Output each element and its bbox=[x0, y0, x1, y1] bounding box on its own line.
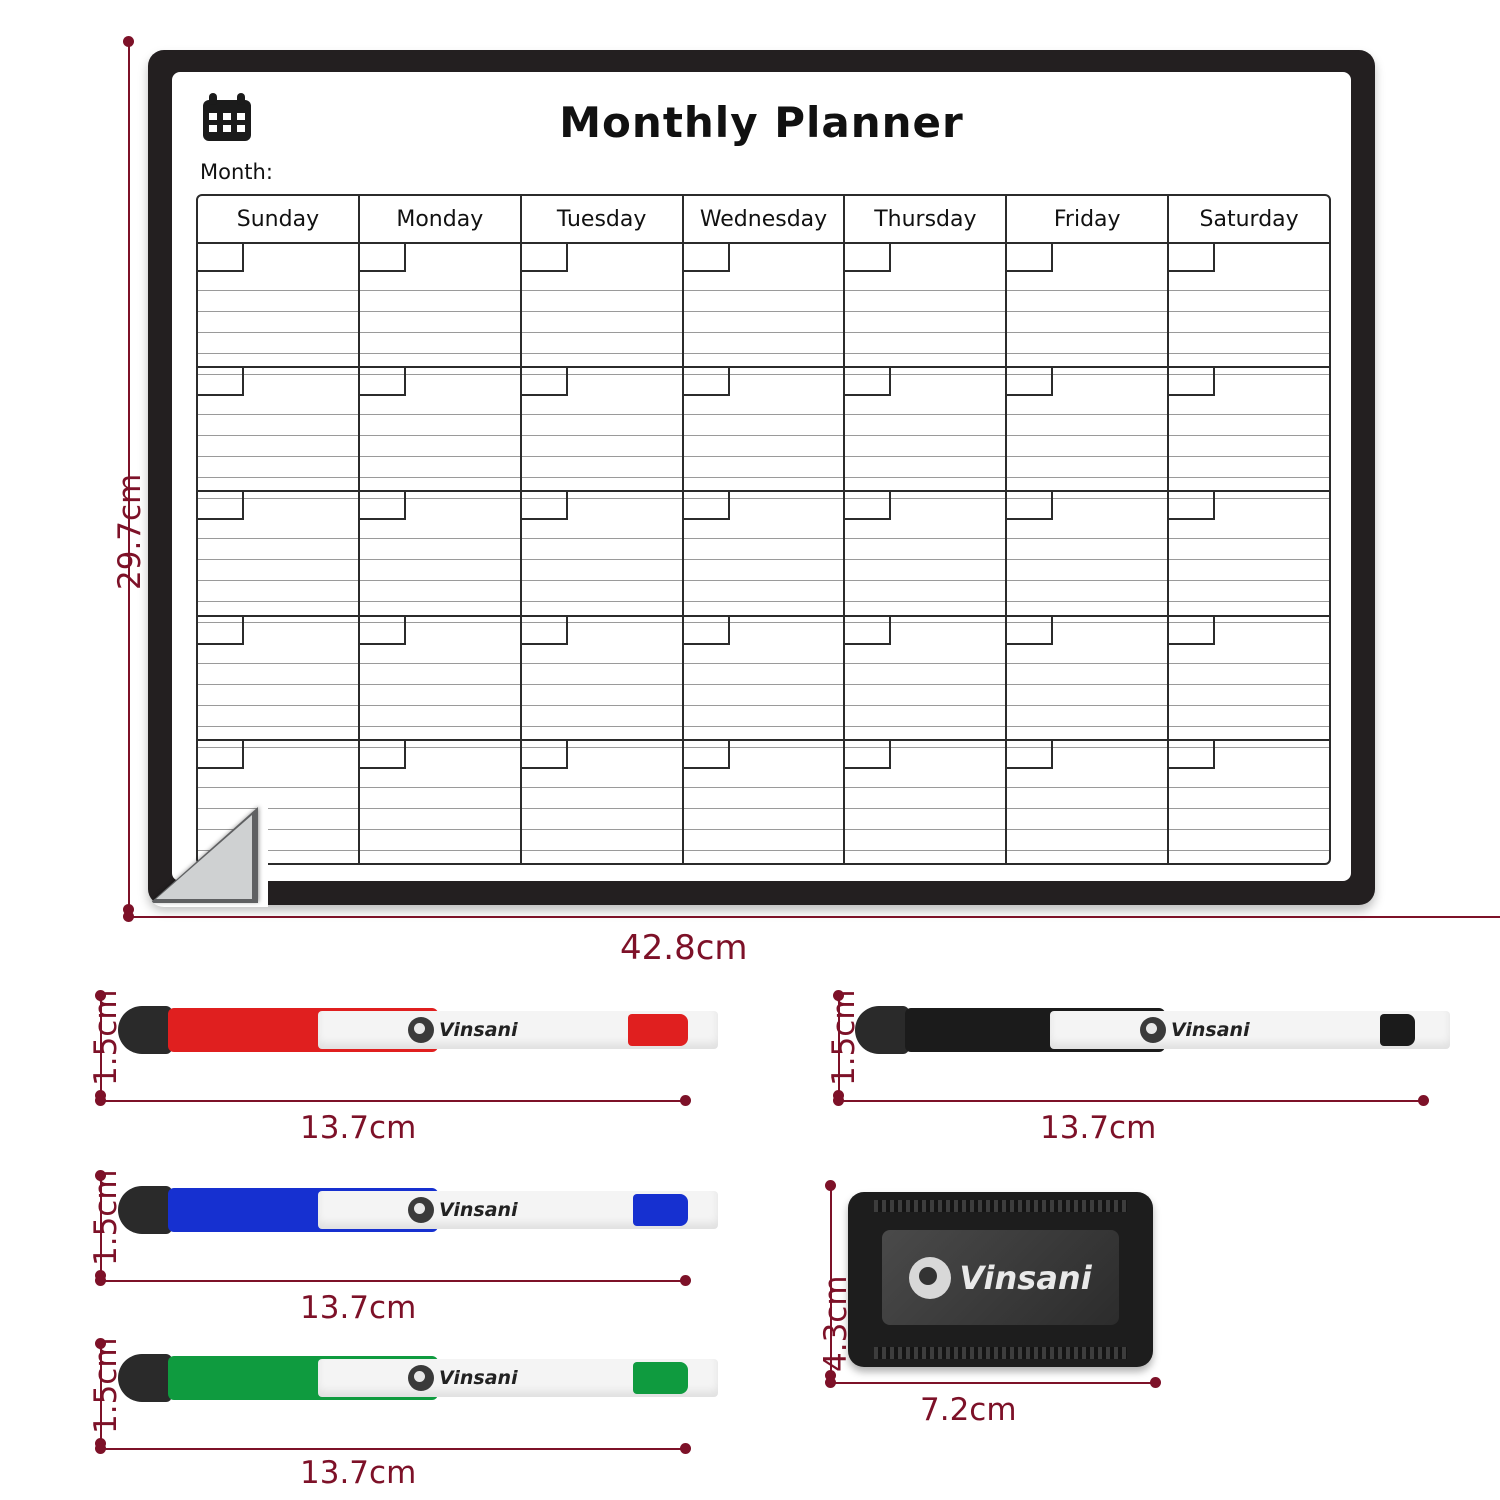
writing-lines bbox=[845, 643, 1005, 739]
calendar-day-cell[interactable] bbox=[198, 368, 360, 490]
calendar-day-cell[interactable] bbox=[684, 741, 846, 863]
writing-lines bbox=[1169, 767, 1329, 863]
marker-cap bbox=[633, 1362, 688, 1394]
calendar-day-cell[interactable] bbox=[684, 617, 846, 739]
writing-lines bbox=[198, 643, 358, 739]
vinsani-logo-icon bbox=[408, 1017, 434, 1043]
calendar-day-cell[interactable] bbox=[1169, 741, 1329, 863]
dimension-endpoint bbox=[95, 1275, 106, 1286]
vinsani-logo-icon bbox=[408, 1365, 434, 1391]
calendar-day-cell[interactable] bbox=[1169, 492, 1329, 614]
day-number-box[interactable] bbox=[1007, 244, 1053, 272]
weekday-header-cell: Saturday bbox=[1199, 206, 1299, 232]
writing-lines bbox=[684, 767, 844, 863]
dimension-endpoint bbox=[95, 1443, 106, 1454]
weekday-header-cell: Tuesday bbox=[522, 196, 684, 242]
writing-lines bbox=[1007, 518, 1167, 614]
day-number-box[interactable] bbox=[360, 741, 406, 769]
calendar-day-cell[interactable] bbox=[360, 617, 522, 739]
calendar-day-cell[interactable] bbox=[684, 492, 846, 614]
writing-lines bbox=[845, 518, 1005, 614]
brand-logo bbox=[1140, 1016, 1250, 1044]
day-number-box[interactable] bbox=[1169, 492, 1215, 520]
red-marker-length-value: 13.7cm bbox=[300, 1110, 417, 1146]
day-number-box[interactable] bbox=[1007, 617, 1053, 645]
calendar-day-cell[interactable] bbox=[684, 368, 846, 490]
month-field-label: Month: bbox=[200, 160, 273, 184]
brand-name: Vinsani bbox=[439, 1019, 518, 1041]
marker-eraser-tip bbox=[118, 1006, 172, 1054]
green-marker-thickness-value: 1.5cm bbox=[88, 1337, 124, 1434]
dimension-endpoint bbox=[680, 1275, 691, 1286]
calendar-day-cell[interactable] bbox=[522, 492, 684, 614]
writing-lines bbox=[684, 518, 844, 614]
day-number-box[interactable] bbox=[845, 617, 891, 645]
blue-marker-thickness-value: 1.5cm bbox=[88, 1169, 124, 1266]
day-number-box[interactable] bbox=[522, 368, 568, 396]
writing-lines bbox=[1169, 643, 1329, 739]
writing-lines bbox=[845, 394, 1005, 490]
calendar-day-cell[interactable] bbox=[1007, 492, 1169, 614]
day-number-box[interactable] bbox=[522, 741, 568, 769]
writing-lines bbox=[845, 270, 1005, 366]
board-width-value: 42.8cm bbox=[620, 928, 748, 968]
calendar-day-cell[interactable] bbox=[522, 244, 684, 366]
calendar-day-cell[interactable] bbox=[360, 368, 522, 490]
calendar-week-row bbox=[198, 244, 1329, 368]
writing-lines bbox=[360, 394, 520, 490]
day-number-box[interactable] bbox=[845, 492, 891, 520]
calendar-day-cell[interactable] bbox=[360, 492, 522, 614]
calendar-day-cell[interactable] bbox=[845, 244, 1007, 366]
calendar-day-cell[interactable] bbox=[522, 741, 684, 863]
day-number-box[interactable] bbox=[198, 741, 244, 769]
day-number-box[interactable] bbox=[684, 492, 730, 520]
day-number-box[interactable] bbox=[360, 617, 406, 645]
calendar-day-cell[interactable] bbox=[522, 368, 684, 490]
day-number-box[interactable] bbox=[522, 244, 568, 272]
weekday-header-row bbox=[198, 196, 1329, 244]
weekday-header-cell: Wednesday bbox=[684, 196, 846, 242]
calendar-day-cell[interactable] bbox=[845, 741, 1007, 863]
day-number-box[interactable] bbox=[684, 741, 730, 769]
black-marker-thickness-value: 1.5cm bbox=[826, 989, 862, 1086]
day-number-box[interactable] bbox=[1007, 368, 1053, 396]
writing-lines bbox=[198, 394, 358, 490]
day-number-box[interactable] bbox=[1007, 741, 1053, 769]
whiteboard-planner bbox=[148, 50, 1375, 905]
writing-lines bbox=[1169, 270, 1329, 366]
day-number-box[interactable] bbox=[360, 244, 406, 272]
magnetic-eraser bbox=[848, 1192, 1153, 1367]
calendar-week-rows bbox=[198, 244, 1329, 863]
day-number-box[interactable] bbox=[1007, 492, 1053, 520]
green-marker-length-value: 13.7cm bbox=[300, 1455, 417, 1491]
calendar-day-cell[interactable] bbox=[360, 244, 522, 366]
marker-eraser-tip bbox=[855, 1006, 909, 1054]
weekday-header-cell: Monday bbox=[360, 196, 522, 242]
eraser-width-value: 7.2cm bbox=[920, 1392, 1017, 1428]
vinsani-logo-icon bbox=[909, 1257, 951, 1299]
writing-lines bbox=[360, 518, 520, 614]
red-marker-thickness-value: 1.5cm bbox=[88, 989, 124, 1086]
red-marker-length-line bbox=[100, 1100, 688, 1102]
page-title: Monthly Planner bbox=[559, 98, 964, 147]
dimension-endpoint bbox=[123, 911, 134, 922]
calendar-week-row bbox=[198, 368, 1329, 492]
green-marker-length-line bbox=[100, 1448, 688, 1450]
day-number-box[interactable] bbox=[360, 368, 406, 396]
day-number-box[interactable] bbox=[198, 368, 244, 396]
writing-lines bbox=[198, 270, 358, 366]
dimension-endpoint bbox=[833, 1095, 844, 1106]
writing-lines bbox=[684, 270, 844, 366]
brand-logo bbox=[408, 1016, 518, 1044]
calendar-day-cell[interactable] bbox=[198, 617, 360, 739]
writing-lines bbox=[1007, 394, 1167, 490]
day-number-box[interactable] bbox=[845, 741, 891, 769]
writing-lines bbox=[522, 518, 682, 614]
brand-name: Vinsani bbox=[439, 1367, 518, 1389]
writing-lines bbox=[1007, 270, 1167, 366]
blue-marker-length-line bbox=[100, 1280, 688, 1282]
eraser-ridge-bottom bbox=[874, 1347, 1127, 1359]
eraser-width-dimension-line bbox=[830, 1382, 1158, 1384]
marker-eraser-tip bbox=[118, 1186, 172, 1234]
calendar-week-row bbox=[198, 492, 1329, 616]
calendar-day-cell[interactable] bbox=[1169, 244, 1329, 366]
dimension-endpoint bbox=[680, 1443, 691, 1454]
day-number-box[interactable] bbox=[1169, 617, 1215, 645]
marker-cap bbox=[628, 1014, 688, 1046]
calendar-day-cell[interactable] bbox=[1007, 368, 1169, 490]
blue-marker bbox=[118, 1182, 688, 1238]
writing-lines bbox=[522, 643, 682, 739]
day-number-box[interactable] bbox=[1169, 368, 1215, 396]
weekday-header-cell: Thursday bbox=[845, 196, 1007, 242]
dimension-endpoint bbox=[680, 1095, 691, 1106]
marker-cap bbox=[1380, 1014, 1415, 1046]
day-number-box[interactable] bbox=[198, 617, 244, 645]
black-marker bbox=[855, 1002, 1415, 1058]
eraser-ridge-top bbox=[874, 1200, 1127, 1212]
calendar-grid bbox=[196, 194, 1331, 865]
blue-marker-length-value: 13.7cm bbox=[300, 1290, 417, 1326]
calendar-week-row bbox=[198, 741, 1329, 863]
calendar-day-cell[interactable] bbox=[684, 244, 846, 366]
brand-logo bbox=[408, 1364, 518, 1392]
vinsani-logo-icon bbox=[408, 1197, 434, 1223]
writing-lines bbox=[1007, 643, 1167, 739]
marker-eraser-tip bbox=[118, 1354, 172, 1402]
black-marker-length-value: 13.7cm bbox=[1040, 1110, 1157, 1146]
day-number-box[interactable] bbox=[684, 617, 730, 645]
writing-lines bbox=[522, 394, 682, 490]
calendar-day-cell[interactable] bbox=[522, 617, 684, 739]
black-marker-length-line bbox=[838, 1100, 1426, 1102]
writing-lines bbox=[684, 643, 844, 739]
day-number-box[interactable] bbox=[1169, 741, 1215, 769]
red-marker bbox=[118, 1002, 688, 1058]
writing-lines bbox=[1007, 767, 1167, 863]
vinsani-logo-icon bbox=[1140, 1017, 1166, 1043]
dimension-endpoint bbox=[95, 1095, 106, 1106]
writing-lines bbox=[522, 767, 682, 863]
calendar-day-cell[interactable] bbox=[1169, 617, 1329, 739]
writing-lines bbox=[845, 767, 1005, 863]
dimension-endpoint bbox=[1150, 1377, 1161, 1388]
day-number-box[interactable] bbox=[1169, 244, 1215, 272]
calendar-day-cell[interactable] bbox=[1007, 244, 1169, 366]
writing-lines bbox=[1169, 518, 1329, 614]
marker-cap bbox=[633, 1194, 688, 1226]
dimension-endpoint bbox=[825, 1180, 836, 1191]
writing-lines bbox=[1169, 394, 1329, 490]
calendar-day-cell[interactable] bbox=[845, 492, 1007, 614]
calendar-day-cell[interactable] bbox=[198, 244, 360, 366]
board-width-dimension-line bbox=[128, 916, 1500, 918]
writing-lines bbox=[360, 643, 520, 739]
day-number-box[interactable] bbox=[198, 492, 244, 520]
writing-lines bbox=[684, 394, 844, 490]
dimension-endpoint bbox=[123, 36, 134, 47]
eraser-logo-plate bbox=[882, 1230, 1119, 1325]
calendar-week-row bbox=[198, 617, 1329, 741]
board-height-value: 29.7cm bbox=[112, 473, 148, 590]
calendar-day-cell[interactable] bbox=[845, 617, 1007, 739]
calendar-day-cell[interactable] bbox=[360, 741, 522, 863]
calendar-day-cell[interactable] bbox=[1169, 368, 1329, 490]
brand-name: Vinsani bbox=[1171, 1019, 1250, 1041]
day-number-box[interactable] bbox=[684, 368, 730, 396]
day-number-box[interactable] bbox=[522, 492, 568, 520]
calendar-day-cell[interactable] bbox=[1007, 617, 1169, 739]
weekday-header-cell: Sunday bbox=[198, 196, 360, 242]
green-marker bbox=[118, 1350, 688, 1406]
dimension-endpoint bbox=[1418, 1095, 1429, 1106]
whiteboard-surface bbox=[172, 72, 1351, 881]
day-number-box[interactable] bbox=[522, 617, 568, 645]
writing-lines bbox=[360, 767, 520, 863]
day-number-box[interactable] bbox=[845, 368, 891, 396]
day-number-box[interactable] bbox=[360, 492, 406, 520]
writing-lines bbox=[198, 518, 358, 614]
brand-name: Vinsani bbox=[439, 1199, 518, 1221]
brand-logo bbox=[408, 1196, 518, 1224]
eraser-height-value: 4.3cm bbox=[818, 1275, 854, 1372]
calendar-day-cell[interactable] bbox=[845, 368, 1007, 490]
weekday-header-cell: Friday bbox=[1007, 196, 1169, 242]
writing-lines bbox=[360, 270, 520, 366]
writing-lines bbox=[522, 270, 682, 366]
day-number-box[interactable] bbox=[684, 244, 730, 272]
magnet-corner-peel bbox=[148, 799, 268, 907]
day-number-box[interactable] bbox=[198, 244, 244, 272]
day-number-box[interactable] bbox=[845, 244, 891, 272]
calendar-day-cell[interactable] bbox=[198, 492, 360, 614]
dimension-endpoint bbox=[825, 1377, 836, 1388]
brand-name: Vinsani bbox=[959, 1258, 1092, 1297]
calendar-day-cell[interactable] bbox=[1007, 741, 1169, 863]
